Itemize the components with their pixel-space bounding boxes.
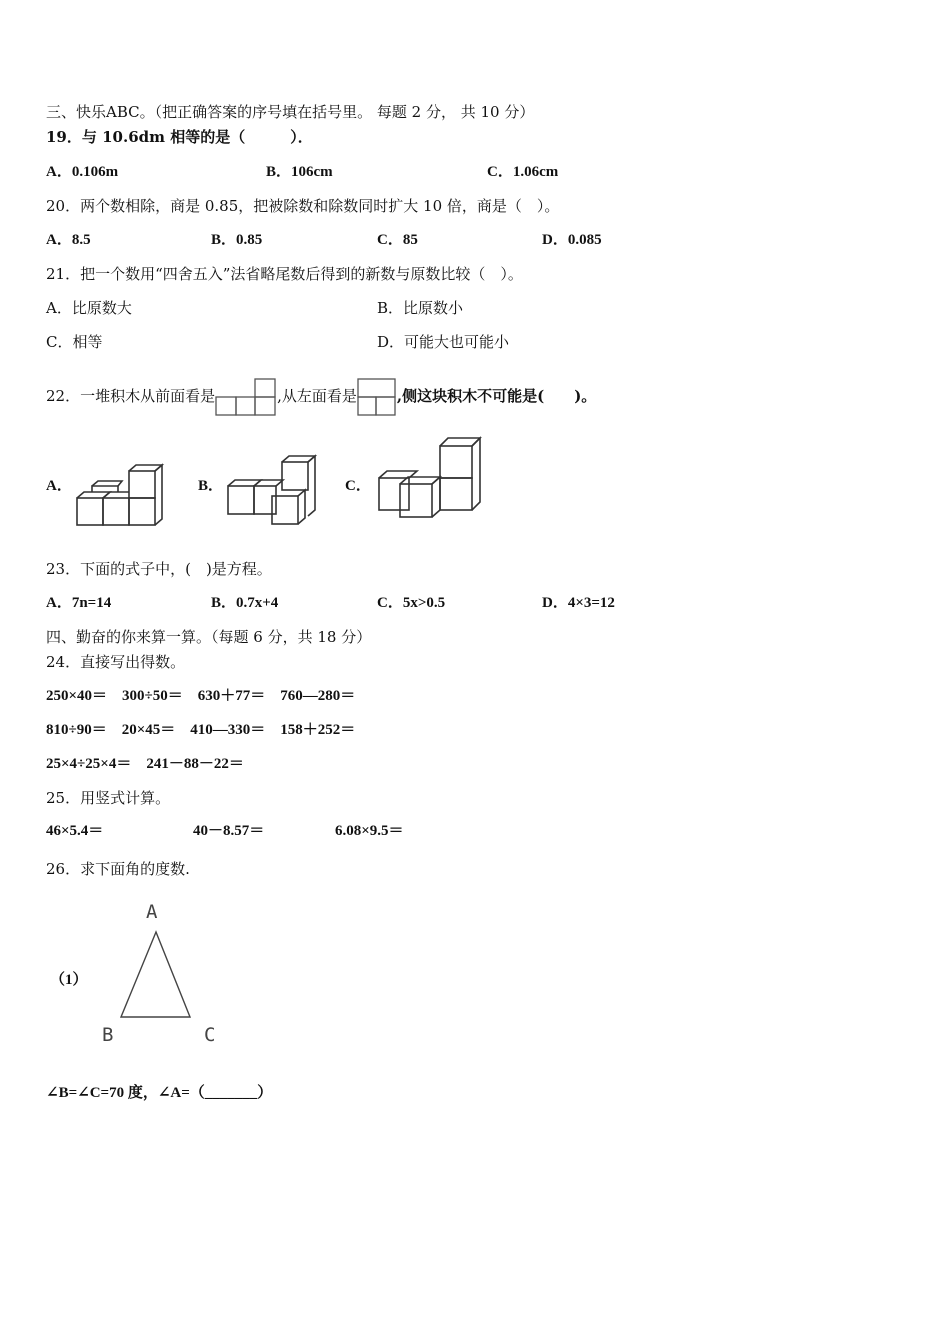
q22-stem	[46, 378, 596, 416]
vertex-label-a: A	[146, 901, 158, 923]
section-3-title: 三、快乐ABC。（把正确答案的序号填在括号里。 每题 2 分， 共 10 分）	[46, 103, 535, 121]
q26-stem: 26．求下面角的度数.	[46, 860, 190, 878]
q21-option-a: A．比原数大	[46, 299, 132, 317]
q19-option-b: B．106cm	[266, 164, 333, 180]
q21-option-c: C．相等	[46, 333, 103, 351]
left-view-figure	[357, 378, 397, 416]
q23-option-b: B．0.7x+4	[211, 595, 279, 611]
q21-option-b: B．比原数小	[377, 299, 464, 317]
q24-row-3: 25×4÷25×4＝ 241－88－22＝	[46, 756, 244, 772]
block-figure-b-cube	[228, 486, 254, 514]
q22-stem-mid: ,从左面看是	[277, 387, 357, 405]
q26-answer-line: ∠B=∠C=70 度，∠A=（_______）	[46, 1085, 273, 1101]
q25-item-1: 46×5.4＝	[46, 823, 104, 839]
front-view-figure	[215, 378, 277, 416]
q22-stem-after: ,侧这块积木不可能是( )。	[396, 387, 597, 405]
q19-option-a: A．0.106m	[46, 164, 119, 180]
q23-option-d: D．4×3=12	[542, 595, 615, 611]
q20-option-c: C．85	[377, 232, 418, 248]
q23-option-a: A．7n=14	[46, 595, 112, 611]
q22-option-c: C．	[345, 478, 371, 494]
q21-stem: 21．把一个数用“四舍五入”法省略尾数后得到的新数与原数比较（ ）。	[46, 265, 523, 283]
q24-row-2: 810÷90＝ 20×45＝ 410—330＝ 158＋252＝	[46, 722, 356, 738]
q22-stem-before: 22．一堆积木从前面看是	[46, 387, 216, 405]
q20-option-b: B．0.85	[211, 232, 263, 248]
q26-part-label: （1）	[50, 972, 88, 988]
q24-row-1: 250×40＝ 300÷50＝ 630＋77＝ 760—280＝	[46, 688, 356, 704]
block-figure-c	[374, 434, 486, 522]
q23-stem: 23．下面的式子中，( )是方程。	[46, 560, 272, 578]
q19-stem: 19．与 10.6dm 相等的是（ ）．	[46, 128, 313, 146]
q21-option-d: D．可能大也可能小	[377, 333, 510, 351]
q22-option-a: A．	[46, 478, 72, 494]
q24-stem: 24．直接写出得数。	[46, 653, 186, 671]
q20-stem: 20．两个数相除，商是 0.85，把被除数和除数同时扩大 10 倍，商是（ ）。	[46, 197, 560, 215]
q25-item-3: 6.08×9.5＝	[335, 823, 404, 839]
triangle-figure	[96, 896, 226, 1048]
q25-stem: 25．用竖式计算。	[46, 789, 171, 807]
q19-option-c: C．1.06cm	[487, 164, 559, 180]
q25-item-2: 40－8.57＝	[193, 823, 265, 839]
vertex-label-b: B	[102, 1024, 114, 1046]
q20-option-a: A．8.5	[46, 232, 91, 248]
q20-option-d: D．0.085	[542, 232, 602, 248]
vertex-label-c: C	[204, 1024, 216, 1046]
block-figure-a	[74, 462, 170, 528]
section-4-title: 四、勤奋的你来算一算。（每题 6 分，共 18 分）	[46, 628, 372, 646]
q22-option-b: B．	[198, 478, 224, 494]
q23-option-c: C．5x>0.5	[377, 595, 446, 611]
